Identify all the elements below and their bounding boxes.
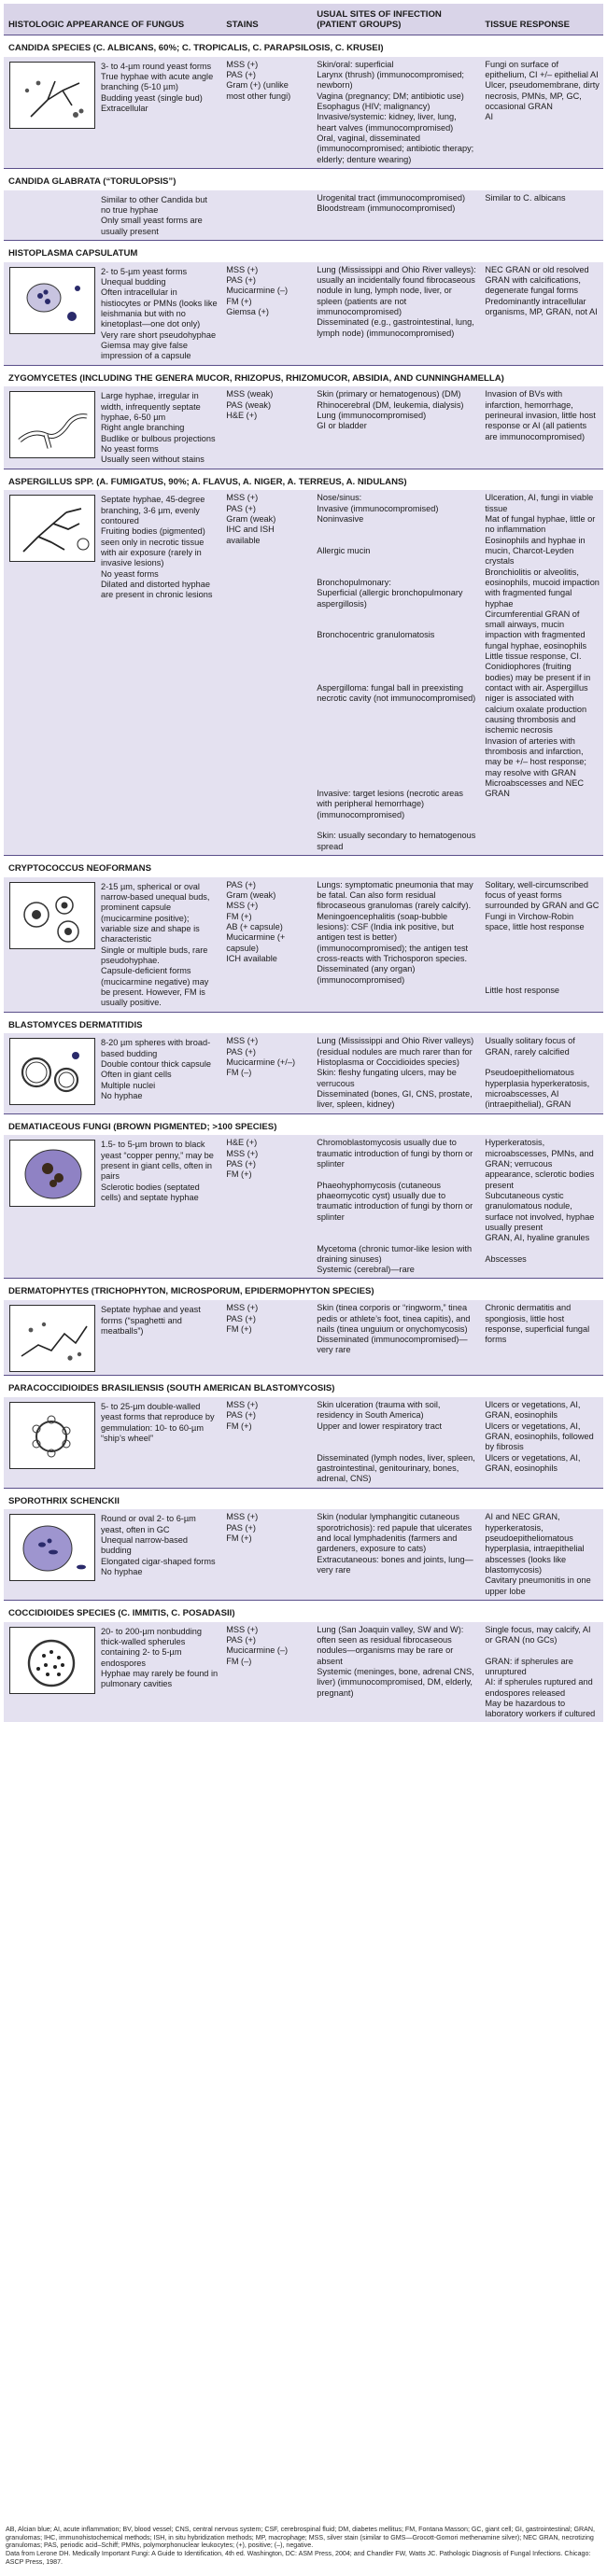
histology-text: Similar to other Candida but no true hyphae Only small yeast forms are usually present [101, 194, 207, 236]
section-title: PARACOCCIDIOIDES BRASILIENSIS (SOUTH AMERICAN BLASTOMYCOSIS) [4, 1376, 603, 1397]
table-row [4, 490, 603, 855]
histology-text: 8-20 µm spheres with broad-based budding Double contour thick capsule Often in giant cells Multiple nuclei No hyphae [101, 1038, 211, 1100]
histology-cell [4, 877, 221, 1012]
sites-cell: Skin ulceration (trauma with soil, residency in South America) Upper and lower respiratory tract Disseminated (lymph nodes, liver, spleen, gastrointestinal, genitourinary, bones, adrenal, CNS) [312, 1397, 480, 1488]
sites-cell: Urogenital tract (immunocompromised) Bloodstream (immunocompromised) [312, 190, 480, 241]
sites-cell: Skin/oral: superficial Larynx (thrush) (immunocompromised; newborn) Vagina (pregnancy; DM; antibiotic use) Esophagus (HIV; malignancy) Invasive/systemic: kidney, liver, lung, heart valves (immunocompromised) Oral, vaginal, disseminated (immunocompromised; antibiotic therapy; elderly; denture wearing) [312, 57, 480, 169]
response-cell: AI and NEC GRAN, hyperkeratosis, pseudoepitheliomatous hyperplasia, intraepithelial abscesses (looks like blastomycosis) Cavitary pneumonitis in one upper lobe [480, 1509, 603, 1600]
table-row [4, 1135, 603, 1279]
histology-cell [4, 1135, 221, 1279]
sites-cell: Skin (tinea corporis or “ringworm,” tinea pedis or athlete’s foot, tinea capitis), and nails (tinea unguium or onychomycosis) Disseminated (immunocompromised)—very rare [312, 1300, 480, 1376]
section-title-row [4, 1113, 603, 1135]
stains-cell: MSS (+) PAS (+) FM (+) [221, 1509, 312, 1600]
section-title-row [4, 365, 603, 386]
histology-text: Round or oval 2- to 6-µm yeast, often in GC Unequal narrow-based budding Elongated cigar-shaped forms No hyphae [101, 1514, 216, 1576]
sites-cell: Lung (San Joaquin valley, SW and W): often seen as residual fibrocaseous nodules—organisms may be rare or absent Systemic (meninges, bone, adrenal CNS, liver) (immunocompromised, DM, elderly, pregnant) [312, 1622, 480, 1723]
section-title: SPOROTHRIX SCHENCKII [4, 1488, 603, 1509]
section-title-row [4, 1600, 603, 1621]
histology-cell [4, 57, 221, 169]
histology-text: 2-15 µm, spherical or oval narrow-based unequal buds, prominent capsule (mucicarmine positive); variable size and shape is characteristic Single or multiple buds, rare pseudohyphae. Capsule-deficient forms (mucicarmine negative) may be present. However, FM is usually positive. [101, 881, 210, 1008]
section-title-row [4, 1012, 603, 1033]
table-row [4, 1397, 603, 1488]
response-cell: Solitary, well-circumscribed focus of yeast forms surrounded by GRAN and GC Fungi in Virchow-Robin space, little host response Little host response [480, 877, 603, 1012]
stains-cell: MSS (+) PAS (+) Gram (weak) IHC and ISH available [221, 490, 312, 855]
sites-cell: Skin (nodular lymphangitic cutaneous sporotrichosis): red papule that ulcerates and local lymphadenitis (farmers and gardeners, exposure to cats) Extracutaneous: bones and joints, lung—very rare [312, 1509, 480, 1600]
response-cell: Invasion of BVs with infarction, hemorrhage, perineural invasion, little host response or AI (all patients are immunocompromised) [480, 386, 603, 469]
stains-cell: MSS (+) PAS (+) Gram (+) (unlike most other fungi) [221, 57, 312, 169]
zygomycetes-illustration [9, 391, 95, 458]
response-cell: Ulcers or vegetations, AI, GRAN, eosinophils Ulcers or vegetations, AI, GRAN, eosinophils, followed by fibrosis Ulcers or vegetations, AI, GRAN, eosinophils [480, 1397, 603, 1488]
response-cell: Fungi on surface of epithelium, CI +/– epithelial AI Ulcer, pseudomembrane, dirty necrosis, PMNs, MP, GC, occasional GRAN AI [480, 57, 603, 169]
section-title-row [4, 1376, 603, 1397]
histology-cell [4, 1033, 221, 1113]
footnote: AB, Alcian blue; AI, acute inflammation; BV, blood vessel; CNS, central nervous system; CSF, cerebrospinal fluid; DM, diabetes mellitus; FM, Fontana Masson; GC, giant cell; GI, gastrointestinal; GRAN, granulomas; IHC, immunohistochemical methods; ISH, in situ hybridization methods; MP, macrophage; MSS, silver stain (similar to GMS—Grocott-Gomori methenamine silver); NEC GRAN, necrotizing granulomas; PAS, periodic acid–Schiff; PMNs, polymorphonuclear leukocytes; (+), positive; (–), negative. Data from Lerone DH. Medically Important Fungi: A Guide to Identification, 4th ed. Washington, DC: ASM Press, 2004; and Chandler FW, Watts JC. Pathologic Diagnosis of Fungal Infections. Chicago: ASCP Press, 1987. [6, 2526, 595, 2566]
section-title-row [4, 35, 603, 57]
response-cell: Chronic dermatitis and spongiosis, little host response, superficial fungal forms [480, 1300, 603, 1376]
section-title-row [4, 241, 603, 262]
section-title: CRYPTOCOCCUS NEOFORMANS [4, 856, 603, 877]
histology-text: Large hyphae, irregular in width, infrequently septate hyphae, 6-50 µm Right angle branching Budlike or bulbous projections No yeast forms Usually seen without stains [101, 391, 216, 465]
stains-cell: PAS (+) Gram (weak) MSS (+) FM (+) AB (+ capsule) Mucicarmine (+ capsule) ICH available [221, 877, 312, 1012]
histology-cell [4, 1509, 221, 1600]
section-title: DEMATIACEOUS FUNGI (BROWN PIGMENTED; >100 SPECIES) [4, 1113, 603, 1135]
histology-text: 5- to 25-µm double-walled yeast forms that reproduce by gemmulation: 10- to 60-µm “ship’s wheel” [101, 1402, 215, 1443]
section-title: ZYGOMYCETES (INCLUDING THE GENERA MUCOR, RHIZOPUS, RHIZOMUCOR, ABSIDIA, AND CUNNINGHAMELLA) [4, 365, 603, 386]
stains-cell: MSS (+) PAS (+) FM (+) [221, 1397, 312, 1488]
stains-cell: MSS (+) PAS (+) FM (+) [221, 1300, 312, 1376]
histology-text: 1.5- to 5-µm brown to black yeast “copper penny,” may be present in giant cells, often in pairs Sclerotic bodies (septated cells) and septate hyphae [101, 1140, 214, 1202]
response-cell: Similar to C. albicans [480, 190, 603, 241]
histology-cell [4, 1300, 221, 1376]
response-cell: Ulceration, AI, fungi in viable tissue Mat of fungal hyphae, little or no inflammation Eosinophils and hyphae in mucin, Charcot-Leyden crystals Bronchiolitis or alveolitis, eosinophils, mucoid impaction with fragmented fungal hyphae Circumferential GRAN of small airways, mucin impaction with fragmented fungal hyphae, eosinophils Little tissue response, CI. Conidiophores (fruiting bodies) may be present if in contact with air. Aspergillus niger is associated with calcium oxalate production causing thrombosis and ischemic necrosis Invasion of arteries with thrombosis and infarction, may be +/– host response; may resolve with GRAN Microabscesses and NEC GRAN [480, 490, 603, 855]
response-cell: Hyperkeratosis, microabscesses, PMNs, and GRAN; verrucous appearance, sclerotic bodies present Subcutaneous cystic granulomatous nodule, surface not involved, hyphae usually present GRAN, AI, hyaline granules Abscesses [480, 1135, 603, 1279]
sites-cell: Nose/sinus: Invasive (immunocompromised) Noninvasive Allergic mucin Bronchopulmonary: Superficial (allergic bronchopulmonary aspergillosis) Bronchocentric granulomatosis Aspergilloma: fungal ball in preexisting necrotic cavity (not immunocompromised) Invasive: target lesions (necrotic areas with peripheral hemorrhage) (immunocompromised) Skin: usually secondary to hematogenous spread [312, 490, 480, 855]
section-title-row [4, 856, 603, 877]
section-title: ASPERGILLUS SPP. (A. FUMIGATUS, 90%; A. FLAVUS, A. NIGER, A. TERREUS, A. NIDULANS) [4, 469, 603, 490]
response-cell: NEC GRAN or old resolved GRAN with calcifications, degenerate fungal forms Predominantly intracellular organisms, MP, GRAN, not AI [480, 262, 603, 365]
paracoccidioides-illustration [9, 1402, 95, 1469]
coccidioides-illustration [9, 1627, 95, 1694]
table-row [4, 877, 603, 1012]
cryptococcus-illustration [9, 882, 95, 949]
histoplasma-illustration [9, 267, 95, 334]
table-row [4, 386, 603, 469]
table-row [4, 1033, 603, 1113]
sites-cell: Lung (Mississippi and Ohio River valleys): usually an incidentally found fibrocaseous nodule in lung, lymph node, liver, or spleen (patients are not immunocompromised) Disseminated (e.g., gastrointestinal, lung, lymph node) (immunocompromised) [312, 262, 480, 365]
sites-cell: Skin (primary or hematogenous) (DM) Rhinocerebral (DM, leukemia, dialysis) Lung (immunocompromised) GI or bladder [312, 386, 480, 469]
response-cell: Single focus, may calcify, AI or GRAN (no GCs) GRAN: if spherules are unruptured AI: if spherules ruptured and endospores released May be hazardous to laboratory workers if cultured [480, 1622, 603, 1723]
histology-cell [4, 490, 221, 855]
dematiaceous-illustration [9, 1140, 95, 1207]
header-response: TISSUE RESPONSE [480, 4, 603, 35]
stains-cell [221, 190, 312, 241]
histology-text: 20- to 200-µm nonbudding thick-walled spherules containing 2- to 5-µm endospores Hyphae may rarely be found in pulmonary cavities [101, 1626, 219, 1689]
sites-cell: Lungs: symptomatic pneumonia that may be fatal. Can also form residual fibrocaseous granulomas (rarely calcify). Meningoencephalitis (soap-bubble lesions): CSF (India ink positive, but antigen test is better) (immunocompromised); the antigen test cross-reacts with Trichosporon species. Disseminated (any organ) (immunocompromised) [312, 877, 480, 1012]
histology-cell [4, 386, 221, 469]
stains-cell: MSS (+) PAS (+) Mucicarmine (–) FM (+) Giemsa (+) [221, 262, 312, 365]
histology-text: 3- to 4-µm round yeast forms True hyphae with acute angle branching (5-10 µm) Budding yeast (single bud) Extracellular [101, 61, 214, 114]
histology-text: 2- to 5-µm yeast forms Unequal budding Often intracellular in histiocytes or PMNs (looks like leishmania but with no kinetoplast—one dot only) Very rare short pseudohyphae Giemsa may give false impression of a capsule [101, 266, 218, 361]
section-title: HISTOPLASMA CAPSULATUM [4, 241, 603, 262]
sites-cell: Chromoblastomycosis usually due to traumatic introduction of fungi by thorn or splinter Phaeohyphomycosis (cutaneous phaeomycotic cyst) usually due to traumatic introduction of fungi by thorn or splinter Mycetoma (chronic tumor-like lesion with draining sinuses) Systemic (cerebral)—rare [312, 1135, 480, 1279]
section-title-row [4, 469, 603, 490]
table-header-row [4, 4, 603, 35]
histology-cell [4, 1622, 221, 1723]
candida-illustration [9, 62, 95, 129]
histology-text: Septate hyphae and yeast forms (“spaghetti and meatballs”) [101, 1305, 201, 1336]
response-cell: Usually solitary focus of GRAN, rarely calcified Pseudoepitheliomatous hyperplasia hyperkeratosis, microabscesses, AI (intraepithelial), GRAN [480, 1033, 603, 1113]
section-title: BLASTOMYCES DERMATITIDIS [4, 1012, 603, 1033]
header-histologic: HISTOLOGIC APPEARANCE OF FUNGUS [4, 4, 221, 35]
histology-cell [4, 262, 221, 365]
section-title-row [4, 1279, 603, 1300]
section-title: CANDIDA SPECIES (C. ALBICANS, 60%; C. TROPICALIS, C. PARAPSILOSIS, C. KRUSEI) [4, 35, 603, 57]
section-title-row [4, 1488, 603, 1509]
histology-cell [4, 1397, 221, 1488]
histology-cell [4, 190, 221, 241]
stains-cell: MSS (+) PAS (+) Mucicarmine (+/–) FM (–) [221, 1033, 312, 1113]
stains-cell: MSS (weak) PAS (weak) H&E (+) [221, 386, 312, 469]
table-row [4, 1622, 603, 1723]
table-row [4, 57, 603, 169]
sites-cell: Lung (Mississippi and Ohio River valleys) (residual nodules are much rarer than for Histoplasma or Coccidioides species) Skin: fleshy fungating ulcers, may be verrucous Disseminated (bones, GI, CNS, prostate, liver, spleen, kidney) [312, 1033, 480, 1113]
sporothrix-illustration [9, 1514, 95, 1581]
table-row [4, 190, 603, 241]
stains-cell: H&E (+) MSS (+) PAS (+) FM (+) [221, 1135, 312, 1279]
blastomyces-illustration [9, 1038, 95, 1105]
stains-cell: MSS (+) PAS (+) Mucicarmine (–) FM (–) [221, 1622, 312, 1723]
table-row [4, 1300, 603, 1376]
table-row [4, 262, 603, 365]
section-title: DERMATOPHYTES (TRICHOPHYTON, MICROSPORUM, EPIDERMOPHYTON SPECIES) [4, 1279, 603, 1300]
histology-text: Septate hyphae, 45-degree branching, 3-6 µm, evenly contoured Fruiting bodies (pigmented) seen only in necrotic tissue with air exposure (rarely in invasive lesions) No yeast forms Dilated and distorted hyphae are present in chronic lesions [101, 495, 213, 600]
dermatophytes-illustration [9, 1305, 95, 1372]
header-stains: STAINS [221, 4, 312, 35]
fungal-infections-table [4, 4, 603, 1722]
header-sites: USUAL SITES OF INFECTION (PATIENT GROUPS) [312, 4, 480, 35]
section-title: COCCIDIOIDES SPECIES (C. IMMITIS, C. POSADASII) [4, 1600, 603, 1621]
section-title-row [4, 168, 603, 189]
table-body [4, 35, 603, 1723]
section-title: CANDIDA GLABRATA (“TORULOPSIS”) [4, 168, 603, 189]
aspergillus-illustration [9, 495, 95, 562]
table-row [4, 1509, 603, 1600]
